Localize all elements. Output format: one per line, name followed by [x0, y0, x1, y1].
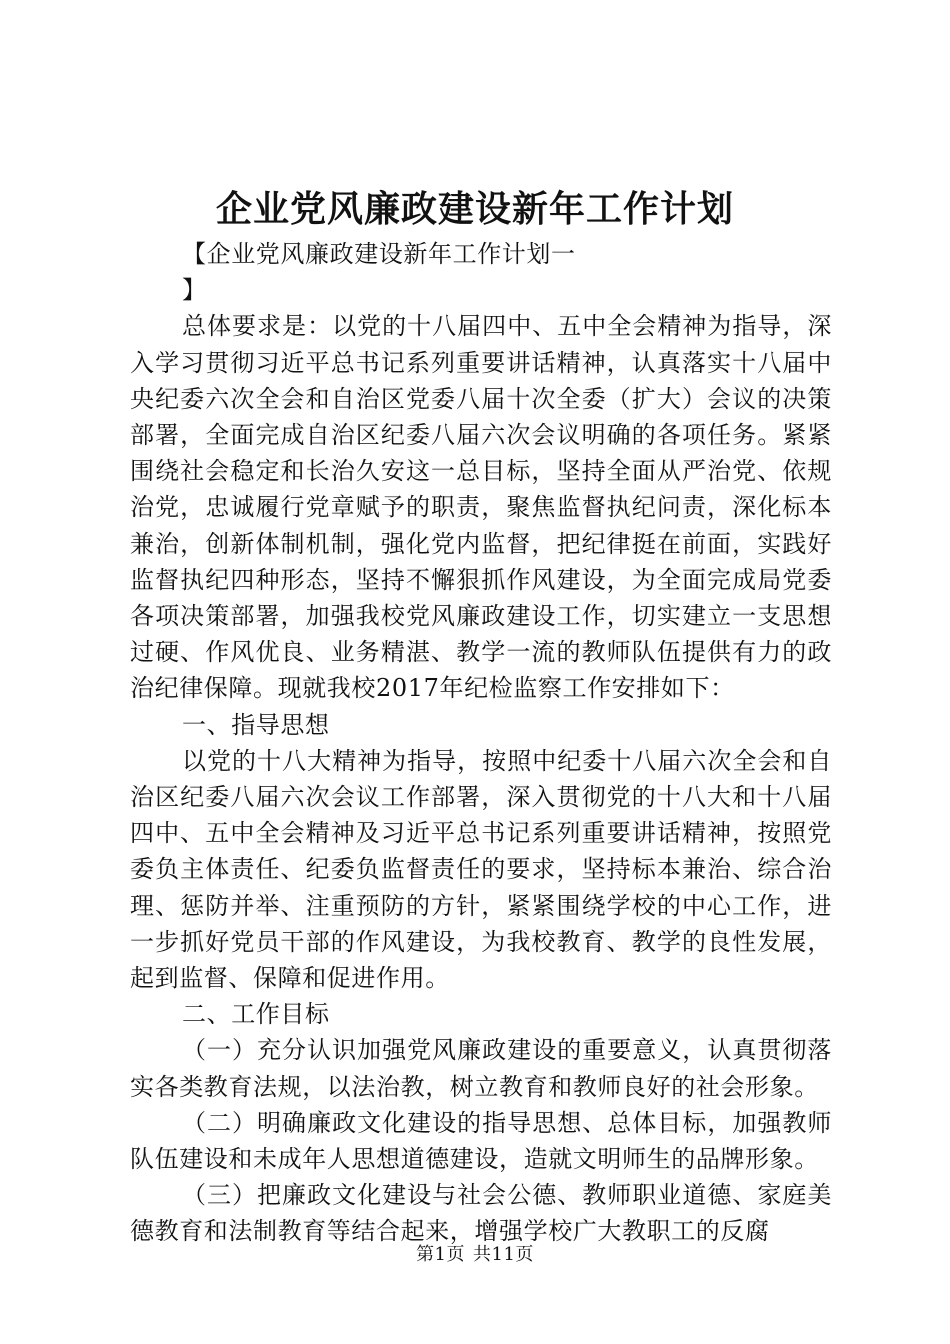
- paragraph-goal-2: （二）明确廉政文化建设的指导思想、总体目标，加强教师队伍建设和未成年人思想道德建设，造就文明师生的品牌形象。: [130, 1108, 832, 1174]
- subtitle-line: 【企业党风廉政建设新年工作计划一: [182, 240, 576, 268]
- paragraph-goal-3: （三）把廉政文化建设与社会公德、教师职业道德、家庭美德教育和法制教育等结合起来，增强学校广大教职工的反腐: [130, 1181, 832, 1246]
- document-body: [130, 236, 832, 1250]
- subtitle-close-bracket: 】: [182, 276, 207, 305]
- page-footer: [0, 1243, 950, 1267]
- section-heading-work-goals: 二、工作目标: [182, 1000, 330, 1029]
- document-title: 企业党风廉政建设新年工作计划: [215, 188, 734, 230]
- paragraph-goal-1: （一）充分认识加强党风廉政建设的重要意义，认真贯彻落实各类教育法规，以法治教，树立教育和教师良好的社会形象。: [130, 1036, 832, 1101]
- paragraph-overall-requirements: 总体要求是：以党的十八届四中、五中全会精神为指导，深入学习贯彻习近平总书记系列重要讲话精神，认真落实十八届中央纪委六次全会和自治区党委八届十次全委（扩大）会议的决策部署，全面完成自治区纪委八届六次会议明确的各项任务。紧紧围绕社会稳定和长治久安这一总目标，坚持全面从严治党、依规治党，忠诚履行党章赋予的职责，聚焦监督执纪问责，深化标本兼治，创新体制机制，强化党内监督，把纪律挺在前面，实践好监督执纪四种形态，坚持不懈狠抓作风建设，为全面完成局党委各项决策部署，加强我校党风廉政建设工作，切实建立一支思想过硬、作风优良、业务精湛、教学一流的教师队伍提供有力的政治纪律保障。现就我校2017年纪检监察工作安排如下：: [130, 312, 832, 703]
- paragraph-guiding-ideology: 以党的十八大精神为指导，按照中纪委十八届六次全会和自治区纪委八届六次会议工作部署，深入贯彻党的十八大和十八届四中、五中全会精神及习近平总书记系列重要讲话精神，按照党委负主体责任、纪委负监督责任的要求，坚持标本兼治、综合治理、惩防并举、注重预防的方针，紧紧围绕学校的中心工作，进一步抓好党员干部的作风建设，为我校教育、教学的良性发展，起到监督、保障和促进作用。: [130, 746, 832, 993]
- section-heading-guiding-ideology: 一、指导思想: [182, 710, 330, 739]
- page-number: 第1页: [416, 1244, 466, 1265]
- page-total: 共11页: [473, 1244, 534, 1265]
